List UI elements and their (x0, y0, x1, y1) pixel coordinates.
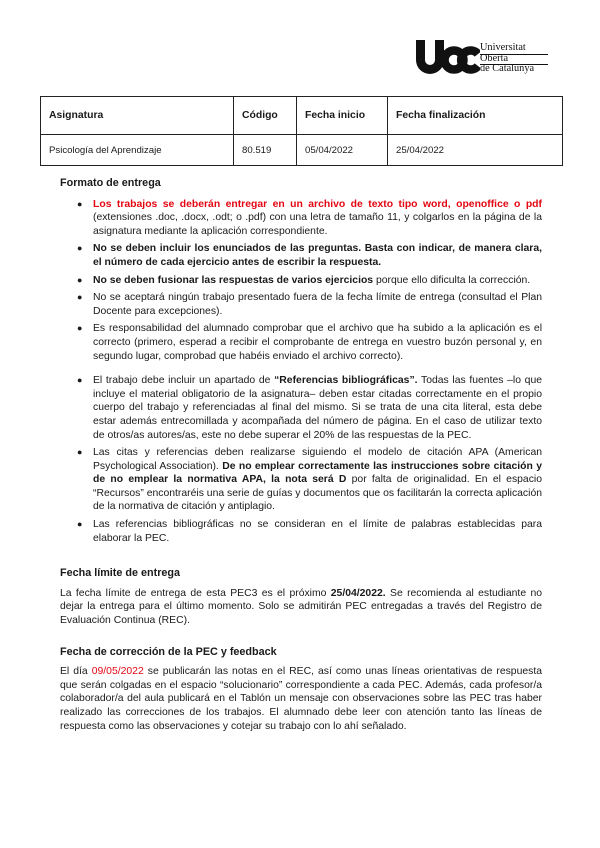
logo-rule (480, 64, 548, 65)
bullet-icon: ● (77, 447, 83, 458)
bullet-icon: ● (77, 323, 83, 334)
table-header-cell: Código (234, 97, 297, 135)
logo-rule (480, 54, 548, 55)
table-header-cell: Fecha finalización (388, 97, 563, 135)
section-title-correccion: Fecha de corrección de la PEC y feedback (60, 645, 277, 658)
list-item: ● No se aceptará ningún trabajo presentado fuera de la fecha límite de entrega (consultad el Plan Docente para excepciones). (77, 292, 542, 317)
fecha-limite-paragraph: La fecha límite de entrega de esta PEC3 es el próximo 25/04/2022. Se recomienda al estudiante no dejar la entrega para el último momento. Solo se admitirán PEC entregadas a través del Registro de Evaluación Continua (REC). (60, 587, 542, 627)
table-cell: 25/04/2022 (388, 135, 563, 166)
table-header-cell: Asignatura (41, 97, 234, 135)
bullet-icon: ● (77, 519, 83, 530)
course-info-table (40, 96, 563, 166)
table-cell: Psicología del Aprendizaje (41, 135, 234, 166)
logo-line-3: de Catalunya (480, 63, 535, 74)
list-item: ● Los trabajos se deberán entregar en un archivo de texto tipo word, openoffice o pdf (extensiones .doc, .docx, .odt; o .pdf) con una letra de tamaño 11, y colgarlos en la página de la asignatura mediante la aplicación correspondiente. (77, 198, 542, 237)
formato-list (60, 198, 542, 546)
document-content (60, 177, 542, 733)
table-cell: 05/04/2022 (297, 135, 388, 166)
section-title-fecha-limite: Fecha límite de entrega (60, 567, 181, 580)
list-item: ● Las citas y referencias deben realizarse siguiendo el modelo de citación APA (American Psychological Association). De no emplear correctamente las instrucciones sobre citación y de no emplear la normativa APA, la nota será D por falta de originalidad. En el espacio “Recursos” encontraréis una serie de guías y documentos que os facilitarán la correcta aplicación de la normativa de citación y antiplagio. (77, 447, 542, 513)
list-item: ● El trabajo debe incluir un apartado de “Referencias bibliográficas”. Todas las fuentes –lo que incluye el material obligatorio de la asignatura– deben estar citadas correctamente en el propio cuerpo del trabajo y referenciadas al final del mismo. Si se trata de una cita literal, esta debe estar además entrecomillada y acompañada del número de página. En el caso de utilizar texto de otros/as autores/as, este no debe superar el 20% de las respuestas de la PEC. (77, 375, 542, 441)
list-item: ● Las referencias bibliográficas no se consideran en el límite de palabras establecidas para elaborar la PEC. (77, 519, 542, 544)
bullet-icon: ● (77, 243, 83, 254)
table-header-cell: Fecha inicio (297, 97, 388, 135)
logo-line-2: Oberta (480, 52, 509, 64)
list-item: ● Es responsabilidad del alumnado comprobar que el archivo que ha subido a la aplicación es el correcto (primero, esperad a recibir el comprobante de entrega en vuestro buzón personal y, en segundo lugar, comprobad que habéis enviado el archivo correcto). (77, 323, 542, 362)
bullet-icon: ● (77, 274, 83, 285)
uoc-logo-text (480, 43, 534, 75)
uoc-logo-mark (416, 40, 480, 74)
list-item: ● No se deben fusionar las respuestas de varios ejercicios porque ello dificulta la corrección. (77, 274, 531, 286)
bullet-icon: ● (77, 292, 83, 303)
table-header-row (41, 97, 563, 135)
list-item: ● No se deben incluir los enunciados de las preguntas. Basta con indicar, de manera clara, el número de cada ejercicio antes de escribir la respuesta. (77, 243, 542, 268)
table-cell: 80.519 (234, 135, 297, 166)
bullet-icon: ● (77, 198, 83, 209)
uoc-logo (416, 40, 546, 76)
table-row (41, 135, 563, 166)
correccion-paragraph: El día 09/05/2022 se publicarán las notas en el REC, así como unas líneas orientativas de respuesta que serán colgadas en el espacio “solucionario” correspondiente a cada PEC. Además, cada profesor/a colaborador/a del aula publicará en el Tablón un mensaje con observaciones sobre las PEC tras haber realizado las correcciones de los trabajos. El alumnado debe leer con atención tanto las líneas de respuesta como las observaciones y cotejar su trabajo con lo ahí señalado. (60, 666, 542, 732)
section-title-formato: Formato de entrega (60, 177, 161, 189)
bullet-icon: ● (77, 375, 83, 386)
logo-line-1: Universitat (480, 42, 526, 53)
